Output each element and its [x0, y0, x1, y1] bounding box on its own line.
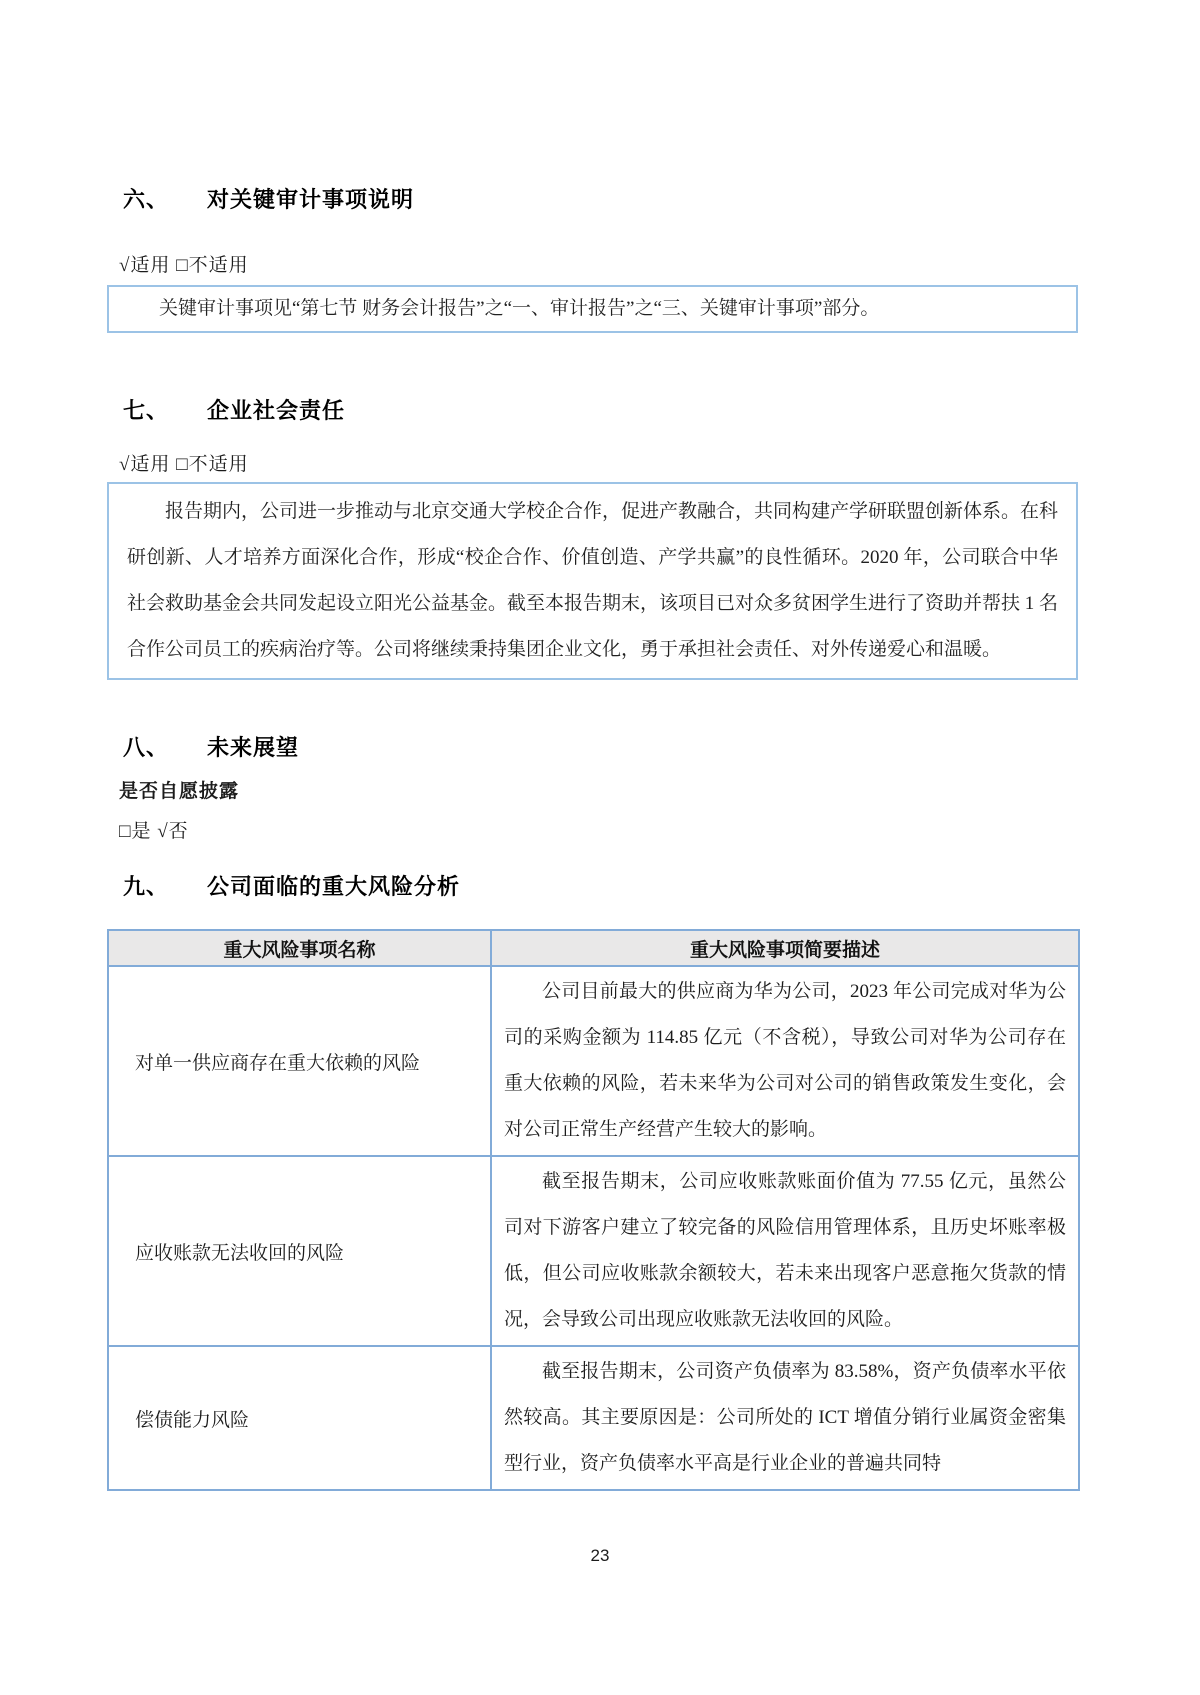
table-header-row [108, 930, 1079, 966]
section-7-applicability: √适用 □不适用 [119, 454, 249, 475]
section-6-box-text: 关键审计事项见“第七节 财务会计报告”之“一、审计报告”之“三、关键审计事项”部分。 [159, 298, 880, 319]
risk-analysis-table [107, 929, 1080, 1491]
section-6-applicability: √适用 □不适用 [119, 255, 249, 276]
risk-desc-cell [491, 1346, 1079, 1490]
risk-name-cell: 应收账款无法收回的风险 [108, 1156, 491, 1346]
section-6-title: 对关键审计事项说明 [207, 187, 415, 212]
voluntary-disclosure-label: 是否自愿披露 [119, 781, 240, 802]
risk-name-cell: 偿债能力风险 [108, 1346, 491, 1490]
table-row [108, 1346, 1079, 1490]
section-9-heading [107, 873, 1078, 901]
section-7-title: 企业社会责任 [207, 398, 346, 423]
risk-name-cell: 对单一供应商存在重大依赖的风险 [108, 966, 491, 1156]
section-8-heading [107, 734, 1078, 762]
section-9-title: 公司面临的重大风险分析 [207, 874, 461, 899]
risk-desc-text: 截至报告期末，公司资产负债率为 83.58%，资产负债率水平依然较高。其主要原因是：公司所处的 ICT 增值分销行业属资金密集型行业，资产负债率水平高是行业企业的普遍共同特 [504, 1361, 1066, 1474]
page-number: 23 [590, 1546, 610, 1565]
section-8-title: 未来展望 [207, 735, 300, 760]
section-6-text-box [107, 285, 1078, 333]
section-7-heading [107, 397, 1078, 425]
section-6-heading [107, 186, 1078, 214]
section-6-number: 六、 [123, 187, 170, 212]
risk-name-column-header: 重大风险事项名称 [108, 930, 491, 966]
risk-desc-text: 公司目前最大的供应商为华为公司，2023 年公司完成对华为公司的采购金额为 114.85 亿元（不含税），导致公司对华为公司存在重大依赖的风险，若未来华为公司对公司的销售政策发生变化，会对公司正常生产经营产生较大的影响。 [504, 981, 1066, 1140]
table-row [108, 966, 1079, 1156]
table-row [108, 1156, 1079, 1346]
voluntary-disclosure-answer: □是 √否 [119, 821, 189, 842]
section-8-number: 八、 [123, 735, 170, 760]
section-7-box-text: 报告期内，公司进一步推动与北京交通大学校企合作，促进产教融合，共同构建产学研联盟创新体系。在科研创新、人才培养方面深化合作，形成“校企合作、价值创造、产学共赢”的良性循环。2020 年，公司联合中华社会救助基金会共同发起设立阳光公益基金。截至本报告期末，该项目已对众多贫困学生进行了资助并帮扶 1 名合作公司员工的疾病治疗等。公司将继续秉持集团企业文化，勇于承担社会责任、对外传递爱心和温暖。 [127, 501, 1059, 660]
section-7-number: 七、 [123, 398, 170, 423]
risk-desc-column-header: 重大风险事项简要描述 [491, 930, 1079, 966]
risk-desc-cell [491, 1156, 1079, 1346]
section-7-text-box [107, 482, 1078, 680]
risk-desc-text: 截至报告期末，公司应收账款账面价值为 77.55 亿元，虽然公司对下游客户建立了较完备的风险信用管理体系，且历史坏账率极低，但公司应收账款余额较大，若未来出现客户恶意拖欠货款的情况，会导致公司出现应收账款无法收回的风险。 [504, 1171, 1066, 1330]
risk-desc-cell [491, 966, 1079, 1156]
section-9-number: 九、 [123, 874, 170, 899]
page-content [107, 0, 1078, 1491]
